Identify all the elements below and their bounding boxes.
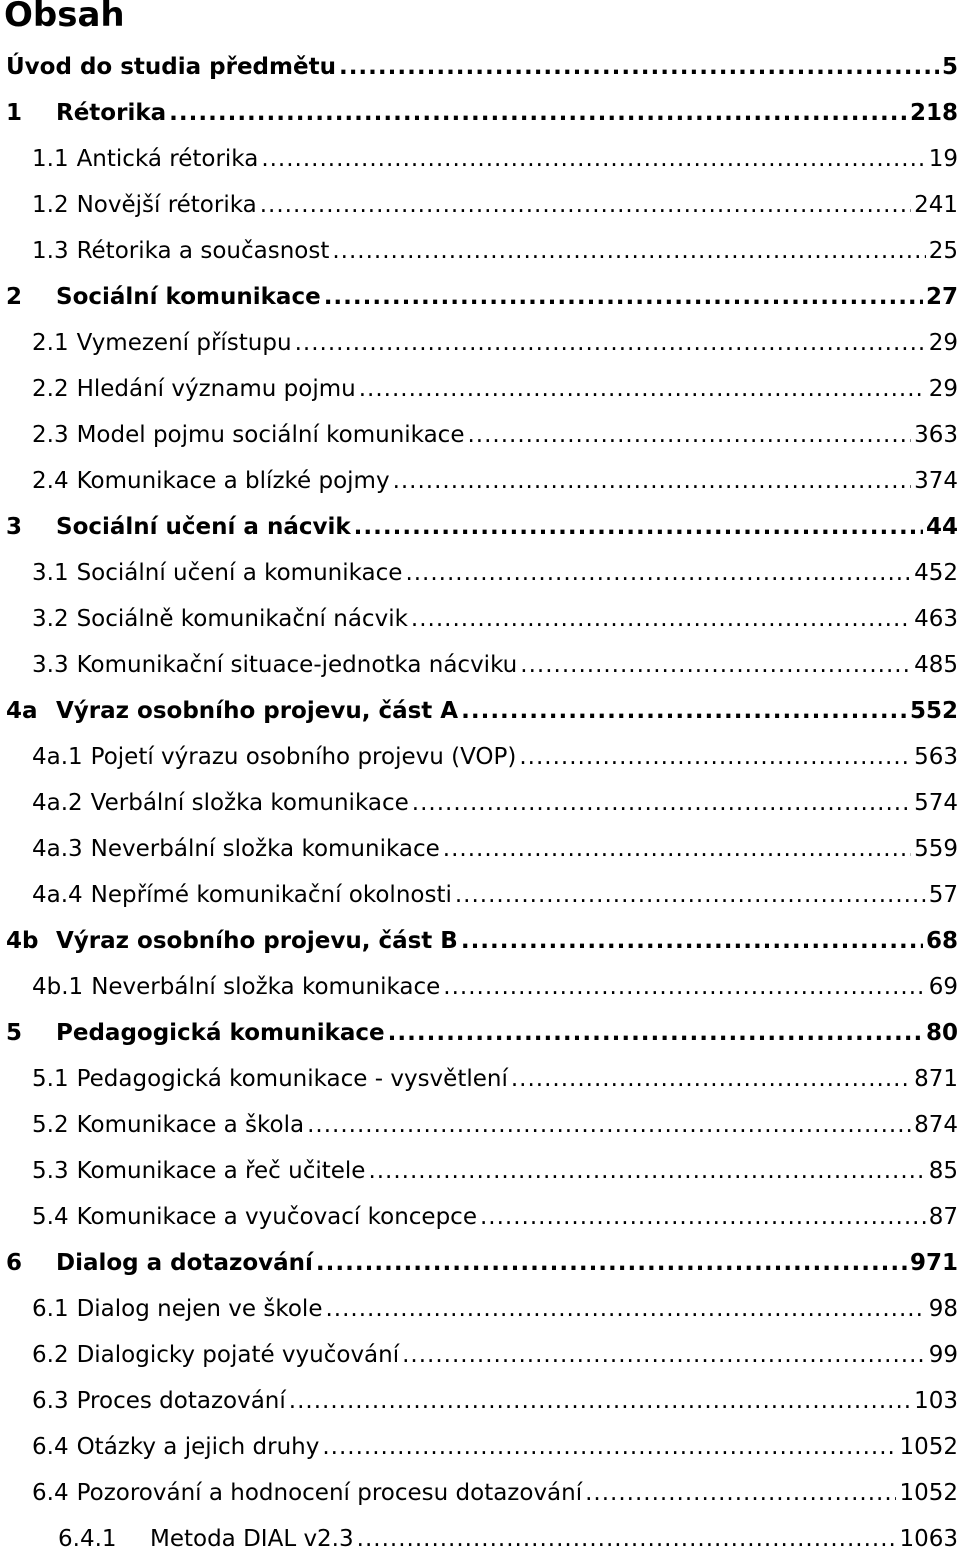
toc-entry-page: 98: [928, 1296, 958, 1322]
toc-entry-label: Otázky a jejich druhy: [76, 1434, 320, 1460]
toc-entry-page: 563: [914, 744, 958, 770]
toc-entry-page: 57: [928, 882, 958, 908]
dot-leader: [388, 1020, 923, 1046]
toc-entry-label: Neverbální složka komunikace: [90, 836, 440, 862]
dot-leader: [357, 1526, 897, 1552]
toc-entry-label: Sociální komunikace: [56, 284, 321, 310]
toc-entry-label: Úvod do studia předmětu: [6, 54, 336, 80]
toc-entry-number: 1.3: [32, 238, 69, 264]
toc-entry-number: 2.1: [32, 330, 69, 356]
toc-entry-number: 1: [6, 100, 23, 126]
toc-entry-page: 5: [941, 54, 958, 80]
dot-leader: [411, 606, 911, 632]
dot-leader: [443, 836, 911, 862]
toc-entry[interactable]: [0, 1378, 960, 1424]
toc-entry-number: 4a.3: [32, 836, 83, 862]
toc-entry-label: Hledání významu pojmu: [76, 376, 356, 402]
toc-entry-page: 19: [928, 146, 958, 172]
toc-entry-page: 559: [914, 836, 958, 862]
toc-entry-label: Komunikační situace-jednotka nácviku: [76, 652, 518, 678]
toc-entry[interactable]: [0, 550, 960, 596]
toc-entry-number: 6.4: [32, 1480, 69, 1506]
dot-leader: [261, 146, 925, 172]
dot-leader: [461, 698, 907, 724]
toc-entry-page: 29: [928, 376, 958, 402]
toc-entry-page: 69: [928, 974, 958, 1000]
toc-entry-label: Komunikace a vyučovací koncepce: [76, 1204, 477, 1230]
toc-entry[interactable]: [0, 44, 960, 90]
toc-entry-label: Sociálně komunikační nácvik: [76, 606, 408, 632]
dot-leader: [322, 1434, 896, 1460]
toc-entry-number: 4b: [6, 928, 39, 954]
toc-entry-label: Dialogicky pojaté vyučování: [76, 1342, 400, 1368]
toc-entry-label: Nepřímé komunikační okolnosti: [90, 882, 452, 908]
toc-entry[interactable]: [0, 688, 960, 734]
toc-entry-page: 27: [925, 284, 958, 310]
toc-entry-number: 5.4: [32, 1204, 69, 1230]
toc-entry[interactable]: [0, 412, 960, 458]
dot-leader: [520, 652, 911, 678]
dot-leader: [332, 238, 925, 264]
toc-entry-page: 485: [914, 652, 958, 678]
toc-entry-page: 241: [914, 192, 958, 218]
toc-entry[interactable]: [0, 458, 960, 504]
toc-entry-page: 1052: [899, 1434, 958, 1460]
dot-leader: [511, 1066, 911, 1092]
toc-entry-label: Rétorika a současnost: [76, 238, 330, 264]
toc-entry-label: Dialog nejen ve škole: [76, 1296, 323, 1322]
toc-entry-label: Výraz osobního projevu, část B: [56, 928, 458, 954]
dot-leader: [307, 1112, 911, 1138]
toc-entry-label: Antická rétorika: [76, 146, 259, 172]
toc-entry-number: 3.1: [32, 560, 69, 586]
toc-entry-label: Komunikace a blízké pojmy: [76, 468, 390, 494]
dot-leader: [354, 514, 923, 540]
toc-entry-label: Vymezení přístupu: [76, 330, 292, 356]
dot-leader: [289, 1388, 911, 1414]
toc-entry[interactable]: [0, 596, 960, 642]
toc-entry-number: 5.2: [32, 1112, 69, 1138]
table-of-contents: [0, 44, 960, 1562]
toc-entry-label: Dialog a dotazování: [56, 1250, 313, 1276]
dot-leader: [402, 1342, 926, 1368]
toc-entry-label: Proces dotazování: [76, 1388, 286, 1414]
dot-leader: [519, 744, 911, 770]
toc-entry-number: 6: [6, 1250, 23, 1276]
toc-entry-page: 44: [925, 514, 958, 540]
toc-entry[interactable]: [0, 1148, 960, 1194]
dot-leader: [480, 1204, 926, 1230]
toc-entry[interactable]: [0, 504, 960, 550]
dot-leader: [260, 192, 911, 218]
toc-entry[interactable]: [0, 918, 960, 964]
dot-leader: [412, 790, 911, 816]
toc-entry[interactable]: [0, 274, 960, 320]
toc-entry-page: 452: [914, 560, 958, 586]
toc-entry-label: Pozorování a hodnocení procesu dotazování: [76, 1480, 583, 1506]
toc-entry-number: 6.1: [32, 1296, 69, 1322]
toc-entry[interactable]: [0, 1286, 960, 1332]
toc-entry[interactable]: [0, 642, 960, 688]
toc-entry-page: 87: [928, 1204, 958, 1230]
toc-entry[interactable]: [0, 1240, 960, 1286]
toc-entry[interactable]: [0, 964, 960, 1010]
toc-entry-label: Komunikace a škola: [76, 1112, 305, 1138]
toc-entry-number: 5.1: [32, 1066, 69, 1092]
toc-entry[interactable]: [0, 872, 960, 918]
toc-entry-label: Verbální složka komunikace: [90, 790, 409, 816]
toc-entry-page: 971: [909, 1250, 958, 1276]
toc-entry-label: Pedagogická komunikace - vysvětlení: [76, 1066, 508, 1092]
toc-entry[interactable]: [0, 826, 960, 872]
toc-entry-label: Sociální učení a nácvik: [56, 514, 351, 540]
toc-entry-number: 5: [6, 1020, 23, 1046]
toc-entry-page: 25: [928, 238, 958, 264]
toc-entry-page: 574: [914, 790, 958, 816]
page-title: Obsah: [4, 0, 125, 35]
toc-entry-number: 1.2: [32, 192, 69, 218]
toc-entry-number: 6.4: [32, 1434, 69, 1460]
toc-entry-page: 1052: [899, 1480, 958, 1506]
toc-entry-page: 99: [928, 1342, 958, 1368]
toc-entry-page: 68: [925, 928, 958, 954]
toc-entry[interactable]: [0, 1516, 960, 1562]
toc-entry-page: 85: [928, 1158, 958, 1184]
dot-leader: [585, 1480, 896, 1506]
dot-leader: [461, 928, 923, 954]
toc-entry[interactable]: [0, 780, 960, 826]
toc-entry-page: 363: [914, 422, 958, 448]
dot-leader: [393, 468, 912, 494]
toc-entry-number: 4b.1: [32, 974, 84, 1000]
toc-entry-page: 374: [914, 468, 958, 494]
toc-entry-number: 2.3: [32, 422, 69, 448]
toc-entry[interactable]: [0, 1194, 960, 1240]
toc-entry-label: Pojetí výrazu osobního projevu (VOP): [90, 744, 517, 770]
toc-entry-number: 3.2: [32, 606, 69, 632]
toc-entry-number: 6.2: [32, 1342, 69, 1368]
dot-leader: [295, 330, 926, 356]
toc-entry[interactable]: [0, 182, 960, 228]
dot-leader: [316, 1250, 907, 1276]
toc-entry-number: 2: [6, 284, 23, 310]
toc-entry[interactable]: [0, 366, 960, 412]
toc-entry-number: 5.3: [32, 1158, 69, 1184]
dot-leader: [443, 974, 925, 1000]
toc-entry-page: 871: [914, 1066, 958, 1092]
toc-entry[interactable]: [0, 1424, 960, 1470]
dot-leader: [405, 560, 911, 586]
toc-entry[interactable]: [0, 1102, 960, 1148]
dot-leader: [339, 54, 939, 80]
toc-entry-label: Výraz osobního projevu, část A: [56, 698, 459, 724]
toc-entry[interactable]: [0, 228, 960, 274]
toc-entry-page: 552: [909, 698, 958, 724]
toc-entry-label: Metoda DIAL v2.3: [150, 1526, 354, 1552]
toc-entry[interactable]: [0, 136, 960, 182]
toc-entry-page: 218: [909, 100, 958, 126]
toc-entry-number: 4a: [6, 698, 38, 724]
toc-entry-number: 6.3: [32, 1388, 69, 1414]
toc-entry-number: 4a.1: [32, 744, 83, 770]
toc-entry-number: 2.2: [32, 376, 69, 402]
dot-leader: [169, 100, 907, 126]
toc-entry-label: Novější rétorika: [76, 192, 257, 218]
toc-entry-number: 3.3: [32, 652, 69, 678]
toc-entry[interactable]: [0, 1332, 960, 1378]
dot-leader: [455, 882, 926, 908]
toc-entry-number: 2.4: [32, 468, 69, 494]
dot-leader: [324, 284, 923, 310]
toc-entry-number: 6.4.1: [58, 1526, 117, 1552]
toc-entry-page: 103: [914, 1388, 958, 1414]
toc-entry-number: 4a.2: [32, 790, 83, 816]
toc-entry-page: 80: [925, 1020, 958, 1046]
toc-entry-page: 1063: [899, 1526, 958, 1552]
toc-entry[interactable]: [0, 1470, 960, 1516]
toc-entry-number: 3: [6, 514, 23, 540]
toc-entry-number: 1.1: [32, 146, 69, 172]
toc-entry-label: Rétorika: [56, 100, 167, 126]
toc-entry-label: Komunikace a řeč učitele: [76, 1158, 366, 1184]
toc-entry-page: 874: [914, 1112, 958, 1138]
dot-leader: [467, 422, 911, 448]
toc-entry[interactable]: [0, 734, 960, 780]
dot-leader: [359, 376, 926, 402]
toc-entry-label: Sociální učení a komunikace: [76, 560, 403, 586]
dot-leader: [368, 1158, 925, 1184]
toc-entry[interactable]: [0, 90, 960, 136]
toc-entry-label: Pedagogická komunikace: [56, 1020, 385, 1046]
toc-entry-page: 29: [928, 330, 958, 356]
dot-leader: [325, 1296, 925, 1322]
toc-entry[interactable]: [0, 1010, 960, 1056]
toc-entry[interactable]: [0, 320, 960, 366]
toc-entry-label: Model pojmu sociální komunikace: [76, 422, 465, 448]
toc-entry[interactable]: [0, 1056, 960, 1102]
toc-entry-number: 4a.4: [32, 882, 83, 908]
toc-entry-label: Neverbální složka komunikace: [91, 974, 441, 1000]
toc-entry-page: 463: [914, 606, 958, 632]
